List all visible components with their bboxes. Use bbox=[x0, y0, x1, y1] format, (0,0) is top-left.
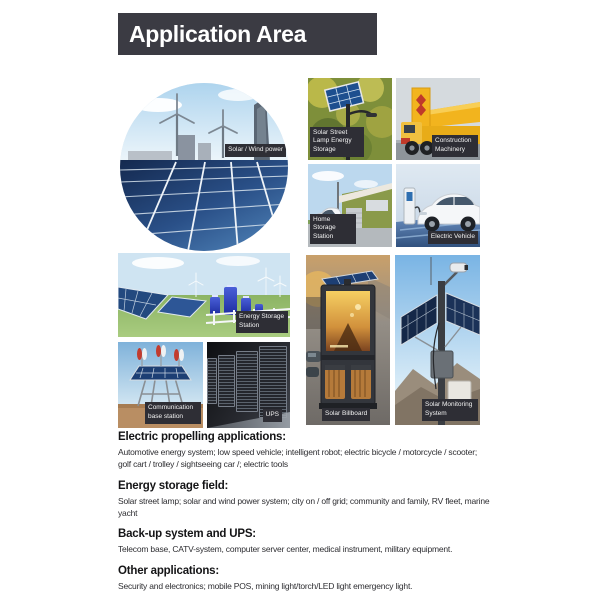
photo-label-communication-base-station: Communication base station bbox=[145, 402, 201, 424]
section-heading-backup-ups: Back-up system and UPS: bbox=[118, 528, 256, 541]
billboard-graphic bbox=[306, 255, 390, 425]
photo-label-electric-vehicle: Electric Vehicle bbox=[428, 231, 478, 244]
section-heading-other-applications: Other applications: bbox=[118, 564, 219, 577]
section-other-applications bbox=[118, 565, 490, 592]
applications-text bbox=[118, 429, 490, 592]
photo-communication-base-station bbox=[118, 342, 203, 428]
photo-label-home-storage-station: Home Storage Station bbox=[310, 214, 356, 244]
photo-solar-billboard bbox=[306, 255, 390, 425]
photo-label-solar-monitoring-system: Solar Monitoring System bbox=[422, 399, 478, 421]
photo-label-ups: UPS bbox=[263, 409, 282, 422]
photo-solar-monitoring-system bbox=[395, 255, 480, 425]
photo-energy-storage-station bbox=[118, 253, 290, 337]
solar-wind-graphic bbox=[120, 83, 288, 251]
section-energy-storage bbox=[118, 480, 490, 520]
photo-ups-server-room bbox=[207, 342, 290, 428]
photo-label-energy-storage-station: Energy Storage Station bbox=[236, 311, 288, 333]
section-backup-ups bbox=[118, 528, 490, 555]
photo-solar-street-lamp bbox=[308, 78, 392, 160]
photo-solar-wind-power bbox=[120, 83, 288, 251]
server-rack bbox=[207, 358, 217, 404]
photo-construction-machinery bbox=[396, 78, 480, 160]
server-rack bbox=[236, 351, 258, 412]
section-electric-propelling bbox=[118, 431, 490, 471]
photo-electric-vehicle bbox=[396, 164, 480, 247]
section-body-other-applications: Security and electronics; mobile POS, mining light/torch/LED light emergency light. bbox=[118, 580, 413, 591]
section-body-electric-propelling: Automotive energy system; low speed vehicle; intelligent robot; electric bicycle / motorcycle / scooter; golf cart / trolley / sightseeing car /; electric tools bbox=[118, 447, 478, 470]
section-body-backup-ups: Telecom base, CATV-system, computer server center, medical instrument, military equipment. bbox=[118, 544, 453, 555]
photo-home-storage-station bbox=[308, 164, 392, 247]
page-title-banner bbox=[118, 13, 377, 55]
section-heading-energy-storage: Energy storage field: bbox=[118, 479, 229, 492]
photo-label-solar-street-lamp: Solar Street Lamp Energy Storage bbox=[310, 127, 364, 157]
server-rack bbox=[218, 355, 235, 407]
photo-label-solar-wind-power: Solar / Wind power bbox=[225, 144, 286, 157]
photo-label-solar-billboard: Solar Billboard bbox=[322, 408, 370, 421]
section-body-energy-storage: Solar street lamp; solar and wind power system; city on / off grid; community and family, RV fleet, marine yacht bbox=[118, 495, 490, 518]
server-rack bbox=[259, 346, 287, 418]
page-title: Application Area bbox=[129, 20, 307, 47]
photo-label-construction-machinery: Construction Machinery bbox=[432, 135, 478, 157]
section-heading-electric-propelling: Electric propelling applications: bbox=[118, 431, 286, 443]
